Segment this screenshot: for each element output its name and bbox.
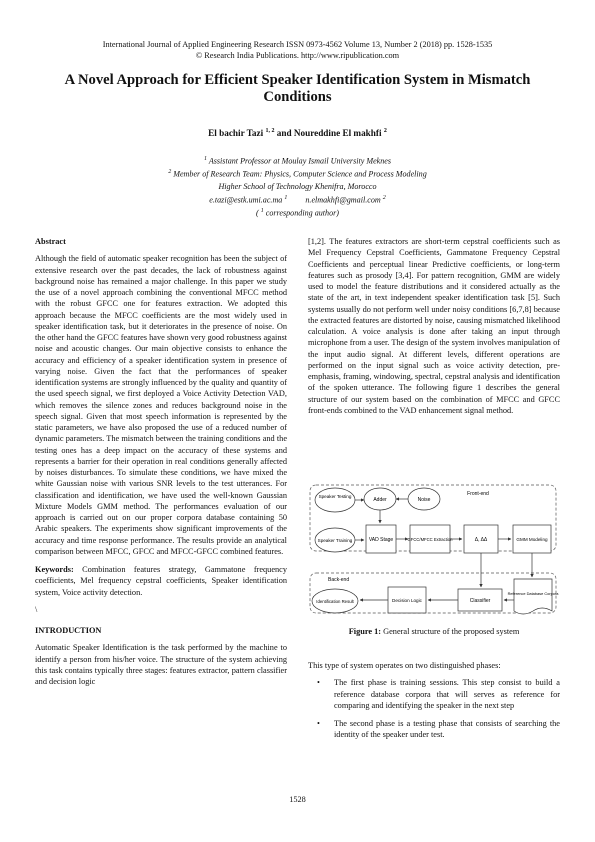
page-number: 1528 — [289, 795, 306, 804]
delta-label: Δ, ΔΔ — [474, 537, 488, 543]
decision-label: Decision Logic — [392, 598, 422, 603]
corr-sup: 1 — [260, 208, 264, 215]
speaker-testing-node — [315, 488, 355, 512]
back-end-label: Back-end — [328, 577, 350, 583]
email-1-sup: 1 — [284, 194, 288, 201]
affiliations — [0, 154, 595, 220]
left-column — [35, 236, 287, 687]
affil-1-sup: 1 — [203, 156, 207, 162]
author-2: Noureddine El makhfi — [293, 128, 384, 139]
gmm-label: GMM Modeling — [516, 537, 548, 542]
speaker-training-label: Speaker Training — [317, 538, 353, 543]
list-item — [308, 677, 560, 711]
figure-1-diagram — [308, 459, 560, 616]
journal-header: International Journal of Applied Engineering Research ISSN 0973-4562 Volume 13, Number 2 (2018) pp. 1528-1535 — [102, 40, 493, 49]
phases-list — [308, 677, 560, 740]
author-and: and — [274, 128, 294, 139]
keywords-label: Keywords: — [35, 565, 74, 574]
extraction-label: GFCC/MFCC Extraction — [407, 537, 453, 542]
email-1: e.tazi@estk.umi.ac.ma — [209, 195, 285, 205]
after-figure-text — [308, 660, 560, 748]
right-column-text: [1,2]. The features extractors are short-term cepstral coefficients such as Mel Frequency Cepstral Coefficients, Gammatone Frequency Cepstral Coefficients and perceptual linear Predictive coefficients, or long-term features such as prosody [3,4]. For pattern recognition, GMM are widely used to model the feature distributions and it considered actually as the state of the art, in text independent speaker identification task [5]. Such systems usually do not perform well under noisy conditions [6,7,8] because the extracted features are distorted by noise, causing mismatched likelihood calculation. A voice analysis is done after taking an input through microphone from a user. The design of the system involves manipulation of the input audio signal. At different levels, different operations are performed on the input signal such as voice activity detection, pre-emphasis, framing, windowing, spectral, cepstral analysis and identification of the spoken utterance. The following figure 1 describes the general structure of our system based on the combination of MFCC and GFCC front-ends combined to the VAD enhancement signal method. — [308, 237, 560, 415]
adder-label: Adder — [373, 497, 387, 503]
abstract-heading: Abstract — [35, 237, 66, 246]
author-line — [0, 128, 595, 138]
stray-backslash: \ — [35, 604, 38, 614]
reference-label: Reference Database Corpora — [507, 591, 559, 596]
affil-2: Member of Research Team: Physics, Computer Science and Process Modeling — [171, 170, 427, 180]
figure-caption-label: Figure 1: — [348, 627, 382, 636]
intro-heading: INTRODUCTION — [35, 626, 102, 635]
right-column — [308, 236, 560, 416]
affil-2-sup: 2 — [168, 169, 172, 176]
author-2-sup: 2 — [383, 128, 387, 134]
speaker-testing-label: Speaker Testing — [318, 494, 352, 499]
noise-label: Noise — [417, 497, 431, 503]
bullet-text-2: The second phase is a testing phase that consists of searching the identity of the speaker under test. — [334, 719, 560, 740]
keywords-text: Combination features strategy, Gammatone frequency coefficients, Mel frequency cepstral coefficients, Speaker identification system, Voice activity detection. — [35, 565, 287, 597]
corr-pre: ( — [256, 208, 261, 218]
email-2: n.elmakhfi@gmail.com — [305, 195, 383, 205]
author-1-sup: 1, 2 — [265, 128, 275, 134]
identification-result-label: Identification Result — [316, 599, 354, 604]
figure-caption — [308, 627, 560, 636]
bullet-icon: • — [317, 719, 320, 728]
affil-3: Higher School of Technology Khenifra, Morocco — [218, 181, 377, 191]
keywords — [35, 564, 287, 598]
abstract-text: Although the field of automatic speaker recognition has been the subject of extensive research over the past decades, the lack of robustness against background noise has remained a major challenge. In this paper we study the use of a novel approach combining the conventional MFCC method with the robust GFCC one for features extraction. We adopted this approach because the MFCC coefficients are the most widely used in speaker identification task, but it deteriorates in the presence of noise. On the other hand the GFCC features have shown very good robustness against noise and acoustic changes. Our main objective consists to enhance the accuracy and efficiency of a speaker identification system in presence of varying noise. Given the fact that the performances of speaker identification systems are strongly influenced by the quality and quantity of the used speech signal, we first deployed a Voice Activity Detection VAD, which removes the silence zones and reduces background noise in the speech signal. Given that most speech information is represented by the static parameters, we have also proposed the use of a reduced number of dynamic parameters. The mismatch between the training conditions and the testing ones has a deep impact on the accuracy of these systems and represents a barrier for their operation in real conditions generally affected by noises disturbances. To simulate these conditions, we have mixed the white Gaussian noise with various SNR levels to the test utterances. For classification and identification, we have used the well-known Gaussian Mixture Models GMM method. The performances evaluation of our approach is carried out on our proper corpora database containing 50 Arabic speakers. The experiments show significant improvements of the accuracy and time response performance. The results provide an analytical comparison between MFCC, GFCC and MFCC-GFCC combined features. — [35, 254, 287, 556]
email-2-sup: 2 — [382, 194, 386, 201]
front-end-label: Front-end — [467, 491, 489, 497]
paper-title: A Novel Approach for Efficient Speaker Identification System in Mismatch Conditions — [64, 72, 531, 105]
classifier-label: Classifier — [469, 598, 491, 604]
publisher-line: © Research India Publications. http://www.ripublication.com — [195, 51, 400, 60]
affil-1: Assistant Professor at Moulay Ismail University Meknes — [206, 156, 392, 166]
bullet-icon: • — [317, 678, 320, 688]
author-1: El bachir Tazi — [208, 128, 266, 139]
figure-caption-text: General structure of the proposed system — [381, 627, 520, 636]
bullet-text-1: The first phase is training sessions. This step consist to build a reference database corpora that will serves as reference for comparing and identifying the speaker in the next step — [334, 678, 560, 710]
reference-database-shape — [514, 579, 552, 614]
phases-intro: This type of system operates on two distinguished phases: — [308, 661, 501, 670]
corresponding-note: corresponding author) — [263, 208, 339, 218]
list-item — [308, 718, 560, 741]
intro-text: Automatic Speaker Identification is the task performed by the machine to identify a person from his/her voice. The structure of the system achieving this task contains typically three stages: features extractor, pattern classifier and decision logic — [35, 643, 287, 686]
vad-label: VAD Stage — [368, 537, 394, 543]
